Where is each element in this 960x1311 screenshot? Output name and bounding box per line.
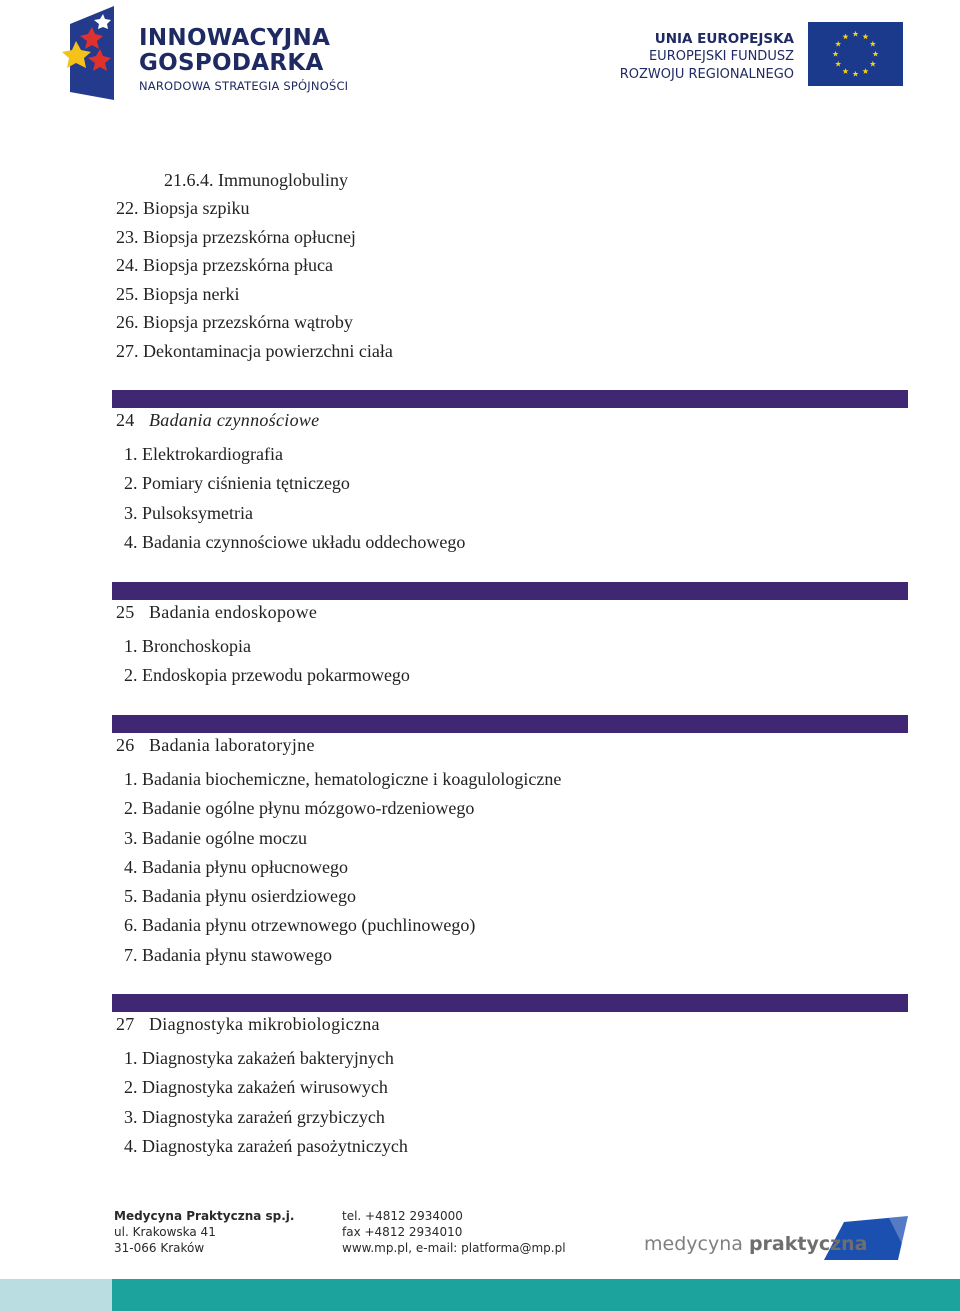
list-item: 26. Biopsja przezskórna wątroby — [116, 312, 353, 332]
list-item: 4. Badania płynu opłucnowego — [124, 857, 348, 877]
footer-company: Medycyna Praktyczna sp.j. — [114, 1209, 295, 1223]
eu-text-block — [620, 30, 794, 84]
list-item: 4. Badania czynnościowe układu oddechowego — [124, 532, 466, 552]
section-divider-bar — [112, 582, 908, 600]
section-divider-bar — [112, 994, 908, 1012]
footer-tel: tel. +4812 2934000 — [342, 1209, 463, 1223]
list-item: 2. Badanie ogólne płynu mózgowo-rdzeniowego — [124, 798, 475, 818]
list-item: 2. Endoskopia przewodu pokarmowego — [124, 665, 410, 685]
section-number: 25 — [116, 602, 135, 622]
list-item: 1. Bronchoskopia — [124, 636, 251, 656]
eu-flag-icon — [808, 22, 903, 86]
footer-color-bar — [0, 1279, 960, 1311]
section-title: Badania laboratoryjne — [149, 735, 315, 755]
footer-brand-wordmark — [644, 1233, 868, 1255]
eu-fund-line: EUROPEJSKI FUNDUSZ — [648, 49, 794, 64]
section-title: Badania endoskopowe — [149, 602, 318, 622]
list-item: 4. Diagnostyka zarażeń pasożytniczych — [124, 1136, 408, 1156]
list-item: 6. Badania płynu otrzewnowego (puchlinowego) — [124, 915, 476, 935]
logo-title — [139, 26, 330, 76]
section-number: 26 — [116, 735, 135, 755]
list-item: 2. Diagnostyka zakażeń wirusowych — [124, 1077, 388, 1097]
logo-subtitle: NARODOWA STRATEGIA SPÓJNOŚCI — [139, 79, 349, 93]
list-item: 22. Biopsja szpiku — [116, 198, 250, 218]
section-heading-24 — [116, 409, 319, 431]
footer-city: 31-066 Kraków — [114, 1241, 205, 1255]
section-divider-bar — [112, 390, 908, 408]
footer-address — [114, 1208, 294, 1256]
section-number: 24 — [116, 410, 135, 430]
list-item: 3. Diagnostyka zarażeń grzybiczych — [124, 1107, 385, 1127]
list-item: 24. Biopsja przezskórna płuca — [116, 255, 333, 275]
list-item: 2. Pomiary ciśnienia tętniczego — [124, 473, 350, 493]
footer-street: ul. Krakowska 41 — [114, 1225, 216, 1239]
section-heading-25 — [116, 601, 317, 623]
logo-title-line1: INNOWACYJNA — [139, 25, 331, 51]
logo-title-line2: GOSPODARKA — [139, 50, 324, 76]
list-item: 7. Badania płynu stawowego — [124, 945, 332, 965]
footer-contact — [342, 1208, 566, 1256]
footer-fax: fax +4812 2934010 — [342, 1225, 463, 1239]
list-item: 1. Elektrokardiografia — [124, 444, 283, 464]
brand-bold: praktyczna — [748, 1233, 868, 1255]
eu-regional-line: ROZWOJU REGIONALNEGO — [619, 67, 794, 82]
list-item: 23. Biopsja przezskórna opłucnej — [116, 227, 356, 247]
list-item: 3. Pulsoksymetria — [124, 503, 253, 523]
section-title: Badania czynnościowe — [149, 410, 320, 430]
list-item: 25. Biopsja nerki — [116, 284, 240, 304]
footer-web[interactable]: www.mp.pl, e-mail: platforma@mp.pl — [342, 1241, 566, 1255]
list-item: 3. Badanie ogólne moczu — [124, 828, 307, 848]
brand-light: medycyna — [644, 1233, 743, 1255]
eu-title: UNIA EUROPEJSKA — [654, 31, 794, 47]
list-item: 1. Diagnostyka zakażeń bakteryjnych — [124, 1048, 394, 1068]
list-item: 21.6.4. Immunoglobuliny — [164, 170, 348, 190]
section-heading-26 — [116, 734, 315, 756]
section-title: Diagnostyka mikrobiologiczna — [149, 1014, 380, 1034]
list-item: 5. Badania płynu osierdziowego — [124, 886, 356, 906]
list-item: 27. Dekontaminacja powierzchni ciała — [116, 341, 393, 361]
list-item: 1. Badania biochemiczne, hematologiczne i koagulologiczne — [124, 769, 562, 789]
section-heading-27 — [116, 1013, 380, 1035]
section-number: 27 — [116, 1014, 135, 1034]
section-divider-bar — [112, 715, 908, 733]
